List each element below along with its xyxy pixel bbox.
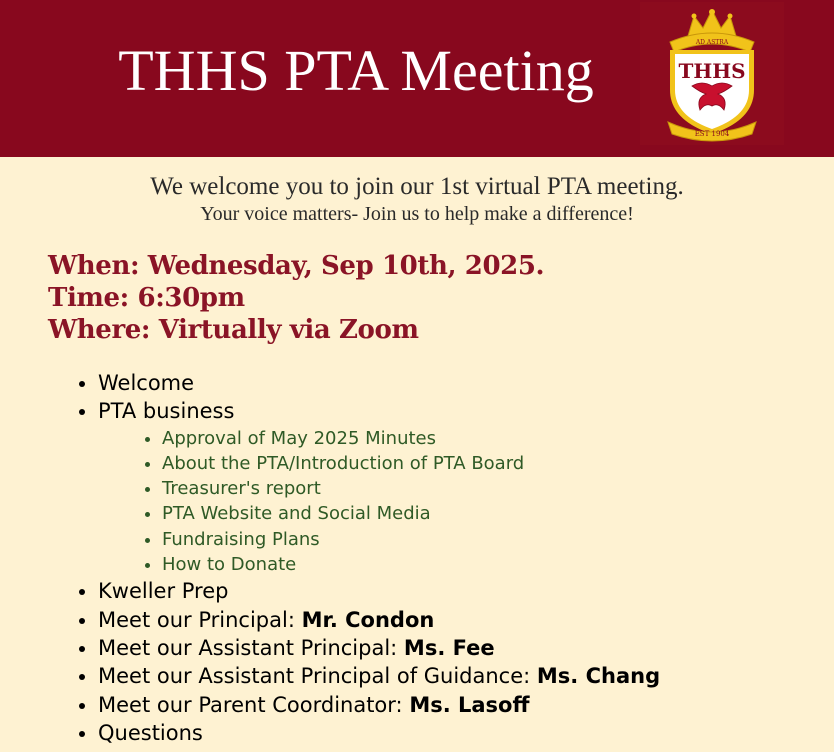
agenda-item-assistant-principal [98,634,660,662]
agenda-item-label: Meet our Parent Coordinator: [98,692,410,717]
agenda-item-label: Questions [98,720,203,745]
welcome-message: We welcome you to join our 1st virtual PTA meeting. [150,173,684,200]
agenda-item-welcome [98,369,660,397]
meeting-when: When: Wednesday, Sep 10th, 2025. [48,251,545,281]
school-crest-icon [640,2,784,145]
agenda-list [0,369,660,747]
principal-name: Mr. Condon [301,607,435,632]
welcome-subtitle: Your voice matters- Join us to help make a difference! [200,203,634,225]
pta-business-sublist [98,426,660,578]
logo-established: EST 1904 [694,130,730,138]
sub-item-fundraising: • Fundraising Plans [162,527,660,552]
logo-crest-text: THHS [678,59,746,83]
meeting-time: Time: 6:30pm [48,283,245,313]
agenda-item-label: Meet our Principal: [98,607,302,632]
agenda-item-label: Kweller Prep [98,579,229,604]
sub-item-website: • PTA Website and Social Media [162,501,660,526]
agenda-item-label: Meet our Assistant Principal: [98,635,404,660]
agenda-item-label: Meet our Assistant Principal of Guidance: [98,664,537,689]
parent-coordinator-name: Ms. Lasoff [409,692,530,717]
meeting-where: Where: Virtually via Zoom [48,315,419,345]
assistant-principal-name: Ms. Fee [403,635,495,660]
sub-item-minutes: • Approval of May 2025 Minutes [162,426,660,451]
sub-item-treasurer: • Treasurer's report [162,476,660,501]
logo-motto: AD ASTRA [695,39,729,46]
agenda-item-pta-business [98,397,660,577]
agenda-item-ap-guidance [98,662,660,690]
sub-item-donate: • How to Donate [162,552,660,577]
agenda-item-parent-coordinator [98,691,660,719]
agenda-item-kweller [98,577,660,605]
welcome-block [0,172,834,226]
ap-guidance-name: Ms. Chang [536,664,661,689]
meeting-details [48,250,544,346]
agenda-item-questions [98,719,660,747]
header-banner [0,0,834,157]
agenda-item-label: PTA business [98,399,235,424]
page-title: THHS PTA Meeting [118,38,594,103]
agenda-item-label: Welcome [98,371,195,395]
school-logo [640,2,784,145]
sub-item-about-pta: • About the PTA/Introduction of PTA Board [162,451,660,476]
agenda-item-principal [98,606,660,634]
